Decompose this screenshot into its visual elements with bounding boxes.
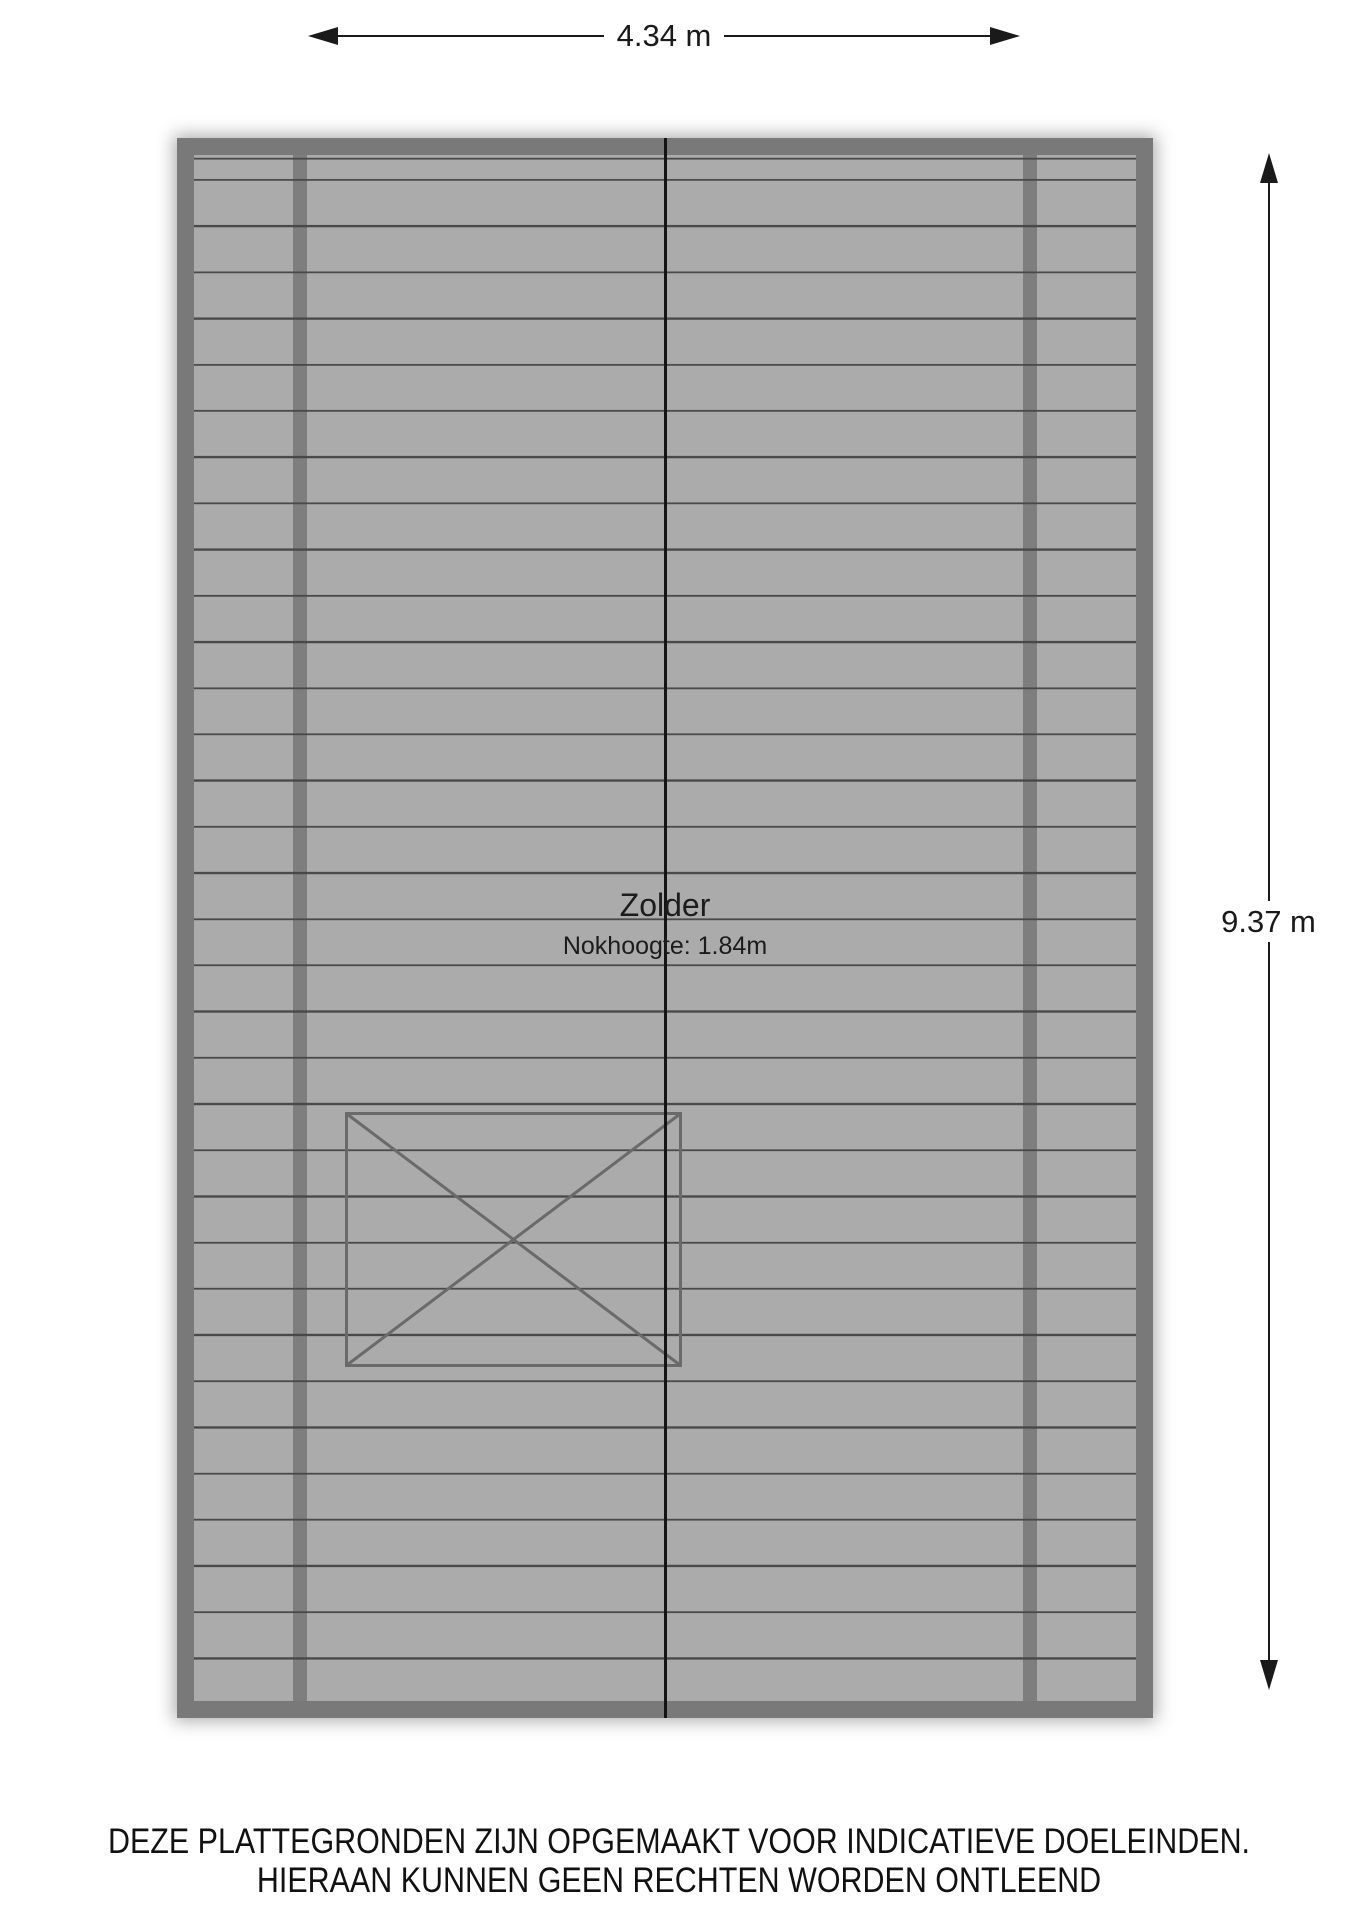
room-labels <box>177 886 1153 961</box>
arrow-down-icon <box>1260 1660 1278 1690</box>
stair-void <box>345 1112 682 1367</box>
height-dimension-label: 9.37 m <box>1221 901 1316 942</box>
disclaimer-line-1: DEZE PLATTEGRONDEN ZIJN OPGEMAAKT VOOR INDICATIEVE DOELEINDEN. <box>107 1822 1251 1861</box>
dimension-line <box>724 35 990 37</box>
disclaimer-line-2: HIERAAN KUNNEN GEEN RECHTEN WORDEN ONTLEEND <box>256 1861 1102 1900</box>
dimension-line <box>1268 183 1270 901</box>
width-dimension <box>308 20 1020 52</box>
ridge-height-label: Nokhoogte: 1.84m <box>562 932 768 960</box>
height-dimension <box>1221 153 1316 1690</box>
arrow-left-icon <box>308 27 338 45</box>
dimension-line <box>338 35 604 37</box>
width-dimension-label: 4.34 m <box>616 18 712 53</box>
arrow-up-icon <box>1260 153 1278 183</box>
room-name-label: Zolder <box>619 887 711 923</box>
floorplan-outline <box>177 138 1153 1718</box>
arrow-right-icon <box>990 27 1020 45</box>
disclaimer <box>88 1822 1269 1900</box>
dimension-line <box>1268 942 1270 1660</box>
